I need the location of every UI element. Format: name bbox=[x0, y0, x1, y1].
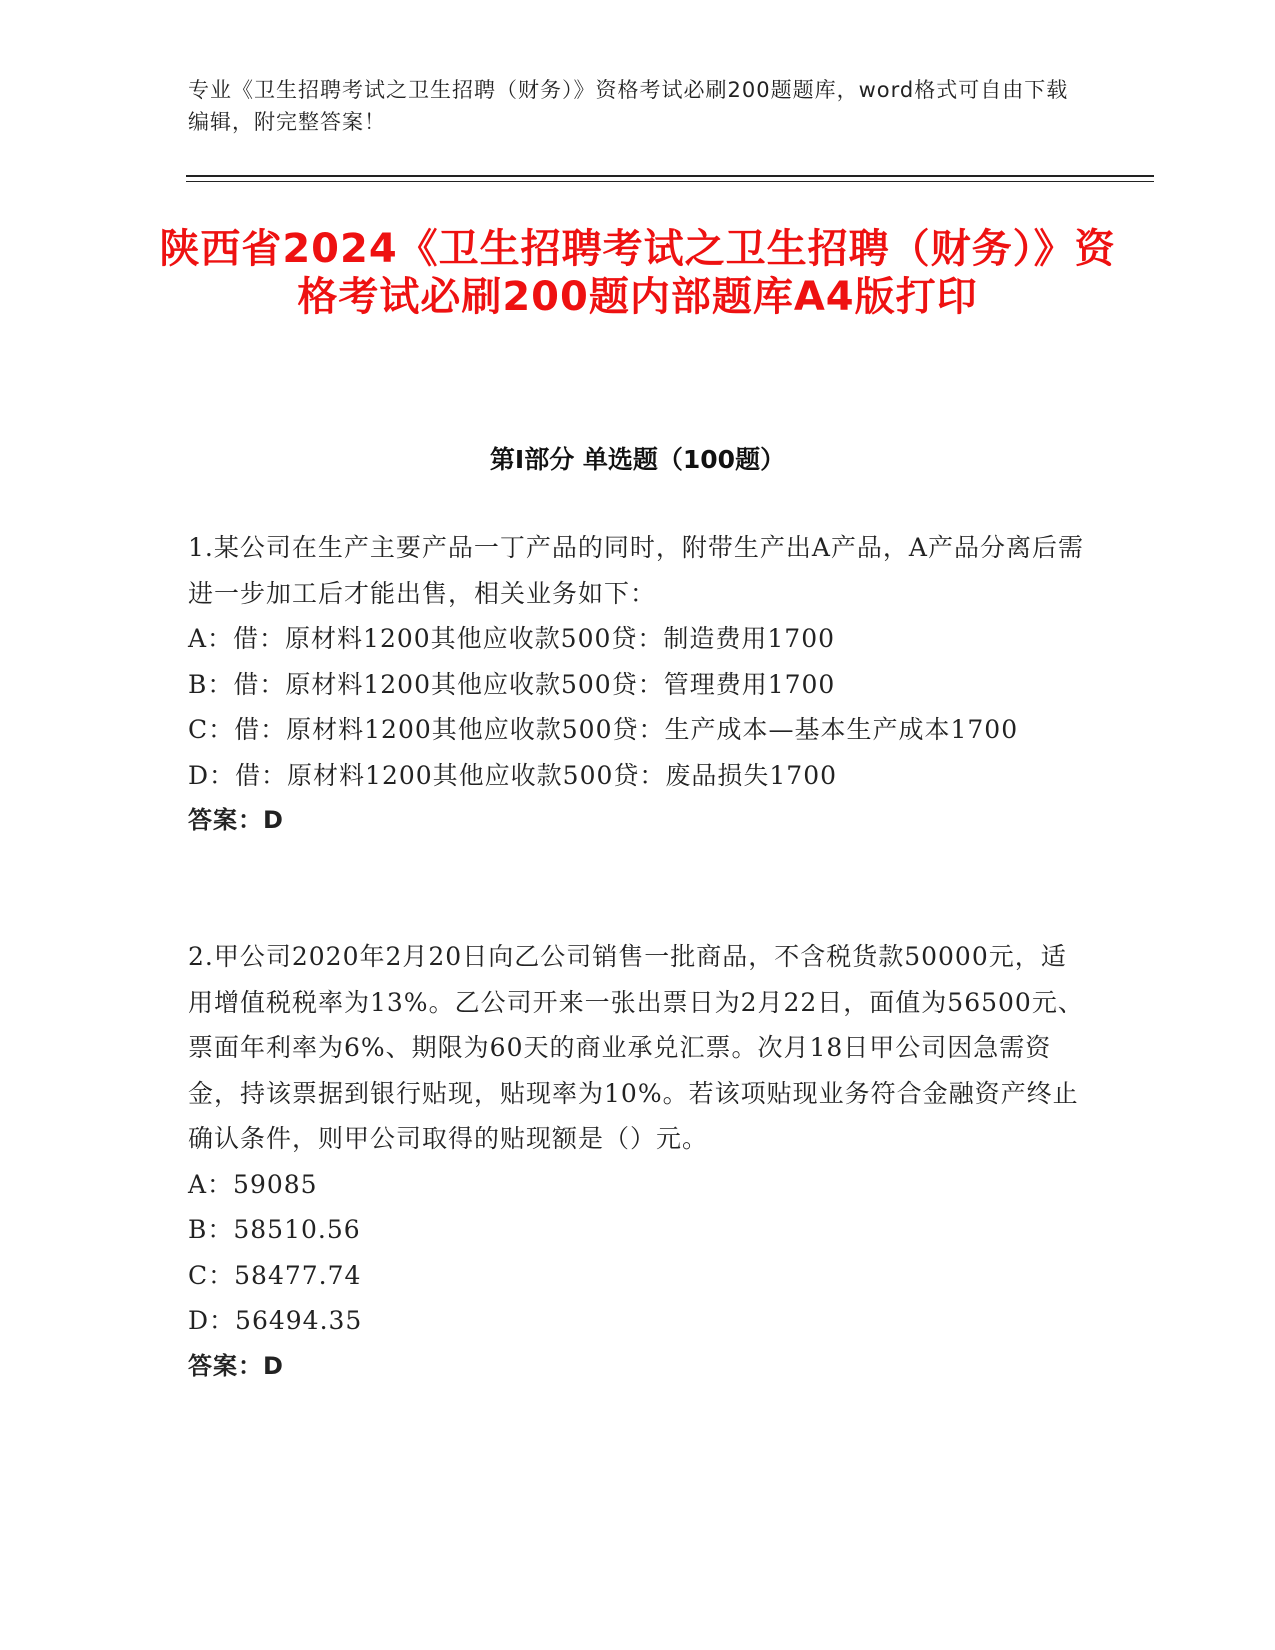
option-a: A：借：原材料1200其他应收款500贷：制造费用1700 bbox=[188, 624, 836, 653]
option-b: B：借：原材料1200其他应收款500贷：管理费用1700 bbox=[188, 669, 836, 699]
section-title: 第I部分 单选题（100题） bbox=[489, 445, 786, 474]
option-d: D：56494.35 bbox=[188, 1306, 363, 1335]
option-b: B：58510.56 bbox=[188, 1215, 361, 1244]
header-note: 专业《卫生招聘考试之卫生招聘（财务）》资格考试必刷200题题库，word格式可自由下载编辑，附完整答案！ bbox=[188, 78, 1069, 134]
question-stem: 2.甲公司2020年2月20日向乙公司销售一批商品，不含税货款50000元，适用增值税税率为13%。乙公司开来一张出票日为2月22日，面值为56500元、票面年利率为6%、期限为60天的商业承兑汇票。次月18日甲公司因急需资金，持该票据到银行贴现，贴现率为10%。若该项贴现业务符合金融资产终止确认条件，则甲公司取得的贴现额是（）元。 bbox=[188, 942, 1084, 1153]
answer: 答案：D bbox=[188, 806, 284, 834]
option-a: A：59085 bbox=[188, 1169, 318, 1199]
question-1 bbox=[188, 525, 1088, 844]
option-c: C：58477.74 bbox=[188, 1260, 362, 1290]
option-d: D：借：原材料1200其他应收款500贷：废品损失1700 bbox=[188, 760, 838, 790]
question-stem: 1.某公司在生产主要产品一丁产品的同时，附带生产出A产品，A产品分离后需进一步加工后才能出售，相关业务如下： bbox=[188, 533, 1084, 608]
header-divider-thick bbox=[186, 175, 1154, 177]
answer: 答案：D bbox=[188, 1351, 284, 1380]
document-title: 陕西省2024《卫生招聘考试之卫生招聘（财务）》资格考试必刷200题内部题库A4版打印 bbox=[159, 226, 1116, 320]
option-c: C：借：原材料1200其他应收款500贷：生产成本—基本生产成本1700 bbox=[188, 715, 1019, 744]
header-divider-thin bbox=[186, 181, 1154, 182]
question-2 bbox=[188, 934, 1088, 1389]
